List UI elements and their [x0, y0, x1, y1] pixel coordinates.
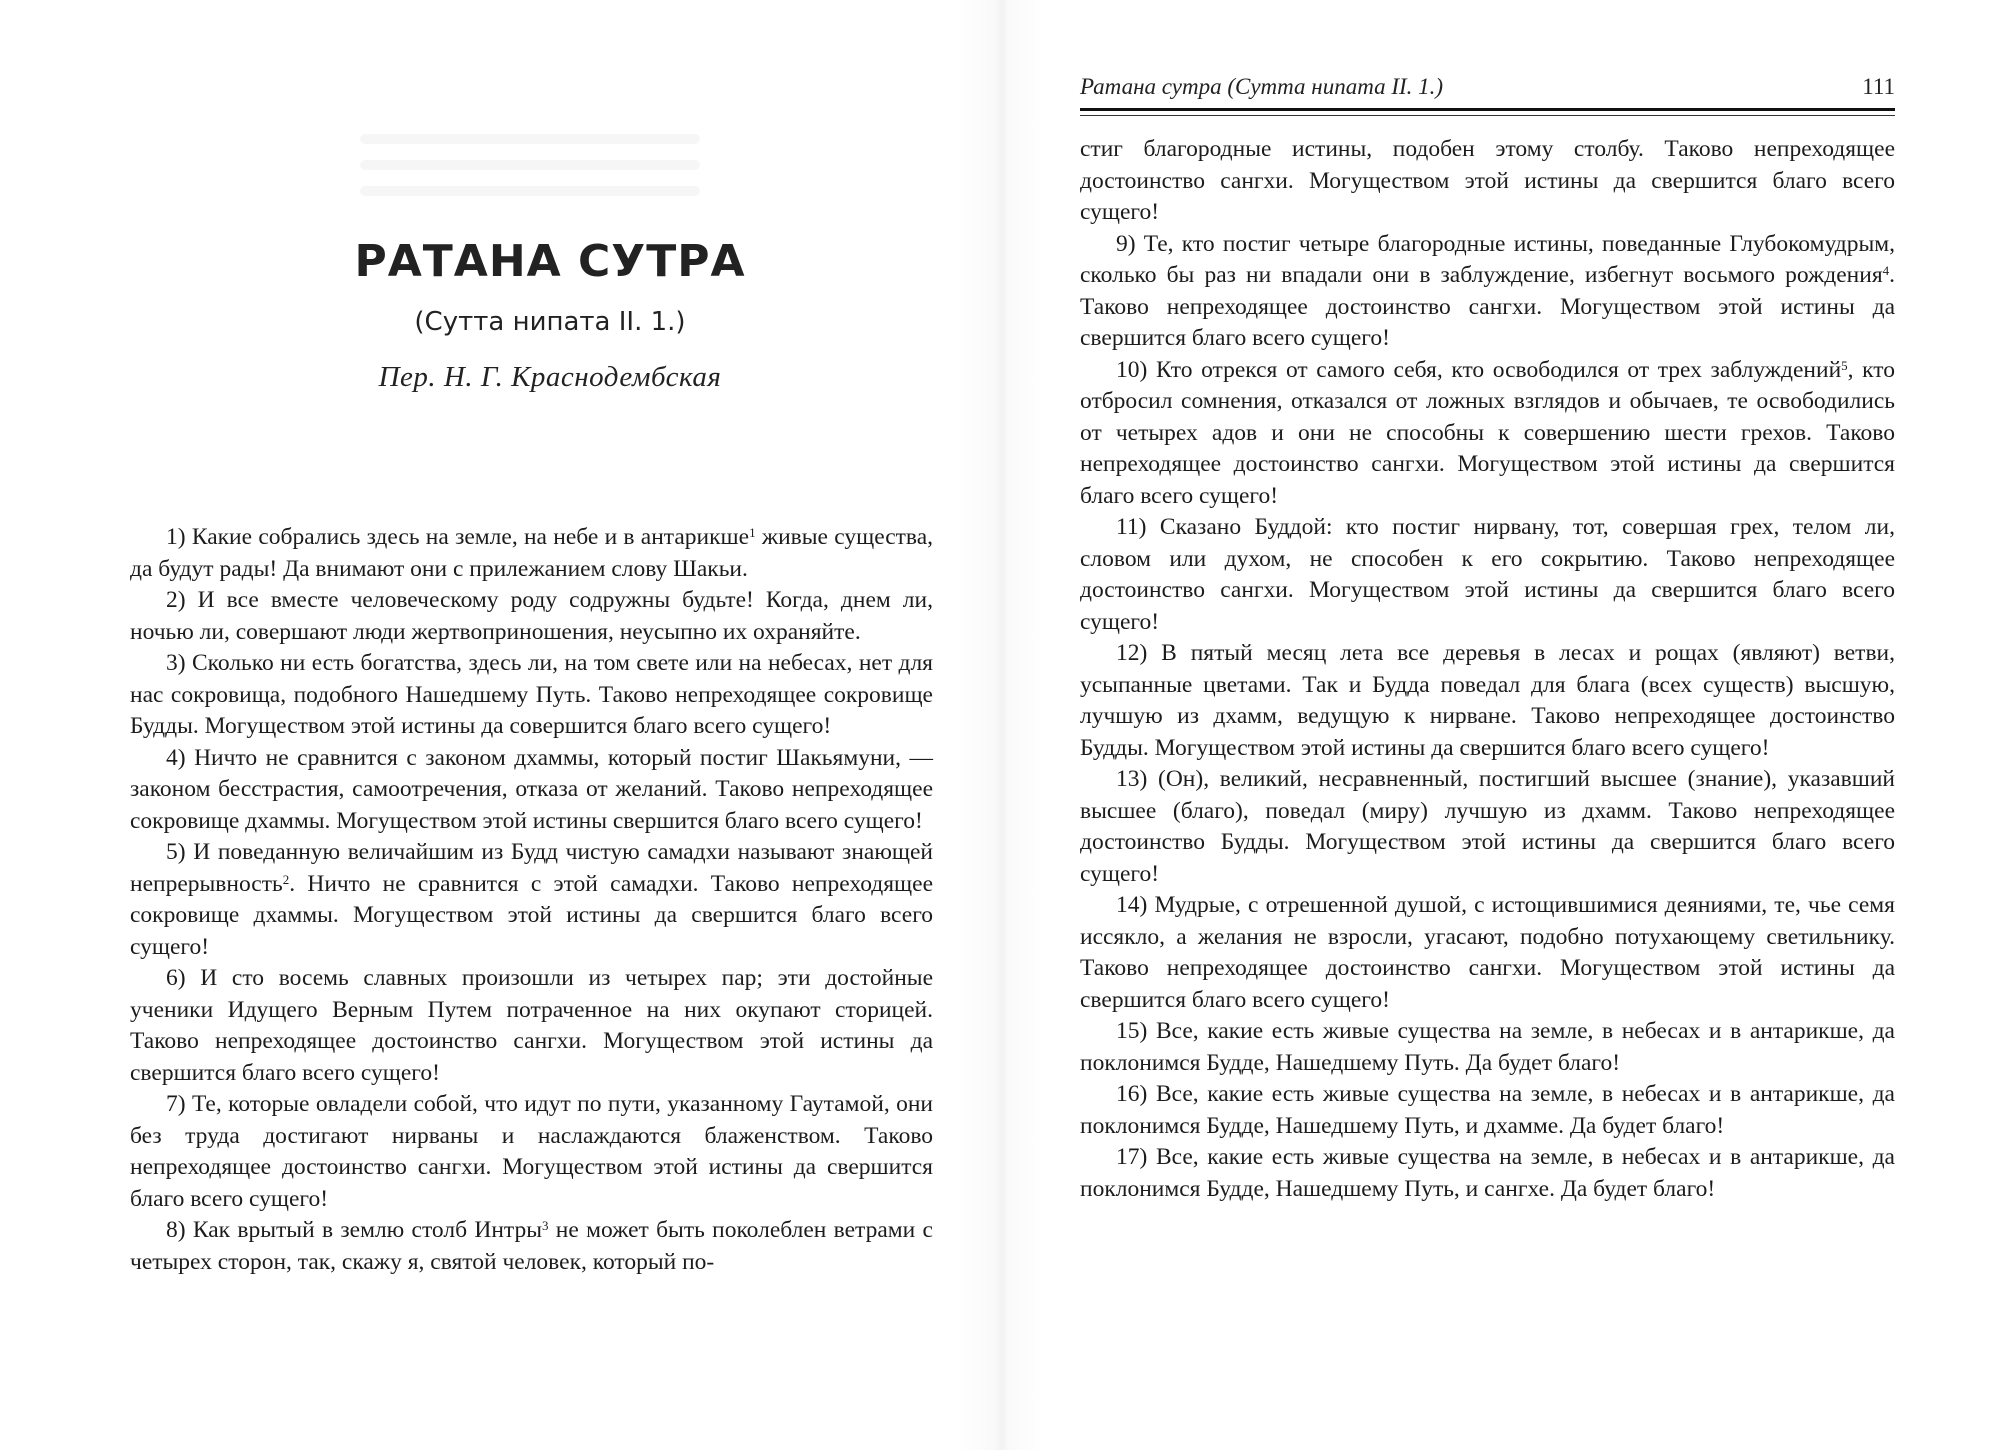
verse-12: 12) В пятый месяц лета все деревья в лесах и рощах (являют) ветви, усыпанные цветами. Так и Будда поведал для блага (всех существ) высшую, лучшую из дхамм, ведущую к нирване. Таково непреходящее достоинство Будды. Могуществом этой истины да свершится благо всего сущего!	[1080, 640, 1895, 761]
title-block	[150, 236, 950, 394]
running-title: Ратана сутра (Сутта нипата II. 1.)	[1080, 74, 1444, 99]
page-title: РАТАНА СУТРА	[354, 236, 746, 287]
verse-16: 16) Все, какие есть живые существа на земле, в небесах и в антарикше, да поклонимся Будде, Нашедшему Путь, и дхамме. Да будет благо!	[1080, 1081, 1895, 1139]
verse-17: 17) Все, какие есть живые существа на земле, в небесах и в антарикше, да поклонимся Будде, Нашедшему Путь, и сангхе. Да будет благо!	[1080, 1144, 1895, 1202]
verse-11: 11) Сказано Буддой: кто постиг нирвану, тот, совершая грех, телом ли, словом или духом, не способен к его сокрытию. Таково непреходящее достоинство сангхи. Могуществом этой истины да свершится благо всего сущего!	[1080, 514, 1895, 635]
footnote-marker: 1	[749, 525, 756, 540]
verse-7: 7) Те, которые овладели собой, что идут по пути, указанному Гаутамой, они без труда достигают нирваны и наслаждаются блаженством. Таково непреходящее достоинство сангхи. Могуществом этой истины да свершится благо всего сущего!	[130, 1091, 933, 1212]
verse-8: 8) Как врытый в землю столб Интры$^3$ не может быть поколеблен ветрами с четырех сторон, так, скажу я, святой человек, который по-	[130, 1217, 933, 1275]
footnote-marker: 2	[282, 871, 290, 887]
verse-10: 10) Кто отрекся от самого себя, кто освободился от трех заблуждений$^5$, кто отбросил сомнения, отказался от ложных взглядов и обычаев, те освободились от четырех адов и они не способны к совершению шести грехов. Таково непреходящее достоинство сангхи. Могуществом этой истины да свершится благо всего сущего!	[1080, 356, 1895, 509]
header-rule-thin	[1080, 115, 1895, 116]
verse-13: 13) (Он), великий, несравненный, постигший высшее (знание), указавший высшее (благо), поведал (миру) лучшую из дхамм. Таково непреходящее достоинство Будды. Могуществом этой истины да свершится благо всего сущего!	[1080, 766, 1895, 887]
verse-1: 1) Какие собрались здесь на земле, на небе и в антарикше$^1$ живые существа, да будут рады! Да внимают они с прилежанием слову Шакьи.	[130, 524, 933, 582]
right-page	[1000, 0, 2000, 1450]
verse-2: 2) И все вместе человеческому роду содружны будьте! Когда, днем ли, ночью ли, совершают люди жертвоприношения, неусыпно их охраняйте.	[130, 587, 933, 645]
footnote-marker: 4	[1882, 263, 1890, 278]
page-number: 111	[1862, 74, 1895, 99]
subtitle: (Сутта нипата II. 1.)	[414, 307, 686, 337]
footnote-marker: 5	[1841, 357, 1848, 373]
verse-8-continuation: стиг благородные истины, подобен этому столбу. Таково непреходящее достоинство сангхи. Могуществом этой истины да свершится благо всего сущего!	[1080, 136, 1895, 225]
header-rule-thick	[1080, 108, 1895, 111]
verse-15: 15) Все, какие есть живые существа на земле, в небесах и в антарикше, да поклонимся Будде, Нашедшему Путь. Да будет благо!	[1080, 1018, 1895, 1076]
verse-5: 5) И поведанную величайшим из Будд чистую самадхи называют знающей непрерывность$^2$. Ничто не сравнится с этой самадхи. Таково непреходящее сокровище дхаммы. Могуществом этой истины да свершится благо всего сущего!	[130, 839, 933, 960]
verse-6: 6) И сто восемь славных произошли из четырех пар; эти достойные ученики Идущего Верным Путем потраченное на них окупают сторицей. Таково непреходящее достоинство сангхи. Могуществом этой истины да свершится благо всего сущего!	[130, 965, 933, 1086]
running-header	[1080, 74, 1895, 118]
verse-4: 4) Ничто не сравнится с законом дхаммы, который постиг Шакьямуни, — законом бесстрастия, самоотречения, отказа от желаний. Таково непреходящее сокровище дхаммы. Могуществом этой истины свершится благо всего сущего!	[130, 744, 933, 834]
verse-3: 3) Сколько ни есть богатства, здесь ли, на том свете или на небесах, нет для нас сокровища, подобного Нашедшему Путь. Таково непреходящее сокровище Будды. Могуществом этой истины да совершится благо всего сущего!	[130, 650, 933, 739]
footnote-marker: 3	[542, 1218, 549, 1233]
translator-credit: Пер. Н. Г. Краснодембская	[378, 361, 722, 393]
right-body-text	[1080, 134, 1895, 1205]
verse-14: 14) Мудрые, с отрешенной душой, с истощившимися деяниями, те, чье семя иссякло, а желания не взросли, угасают, подобно потухающему светильнику. Таково непреходящее достоинство сангхи. Могуществом этой истины да свершится благо всего сущего!	[1080, 892, 1895, 1013]
book-gutter-shadow	[955, 0, 1045, 1450]
left-body-text	[130, 522, 933, 1278]
verse-9: 9) Те, кто постиг четыре благородные истины, поведанные Глубокомудрым, сколько бы раз ни впадали они в заблуждение, избегнут восьмого рождения$^4$. Таково непреходящее достоинство сангхи. Могуществом этой истины да свершится благо всего сущего!	[1080, 230, 1895, 351]
